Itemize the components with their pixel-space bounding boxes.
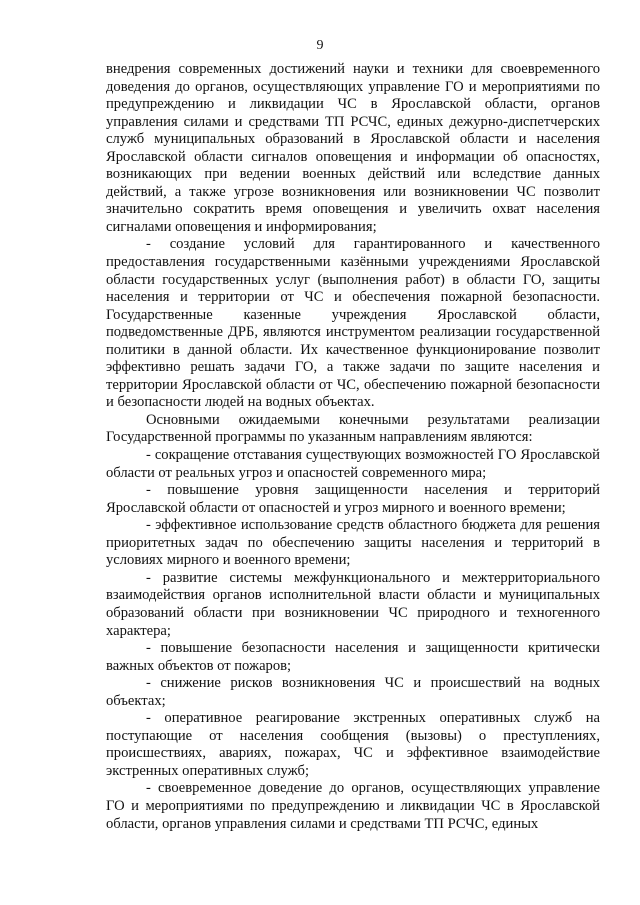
- paragraph-expected-results-intro: Основными ожидаемыми конечными результатами реализации Государственной программы по указанным направлениям являются:: [106, 411, 600, 446]
- list-item-fire-safety: - повышение безопасности населения и защищенности критически важных объектов от пожаров;: [106, 640, 600, 674]
- paragraph-alerting-continuation: внедрения современных достижений науки и техники для своевременного доведения до органов, осуществляющих управление ГО и мероприятиями по предупреждению и ликвидации ЧС в Ярославской области, органов управления силами и средствами ТП РСЧС, единых дежурно-диспетчерских служб муниципальных образований в Ярославской области и населения Ярославской области сигналов оповещения и информации об опасностях, возникающих при ведении военных действий или вследствие данных действий, а также угрозе возникновения или возникновении ЧС позволит значительно сократить время оповещения и увеличить охват населения сигналами оповещения и информирования;: [106, 61, 600, 235]
- list-item-interaction-system: - развитие системы межфункционального и межтерриториального взаимодействия органов исполнительной власти области и муниципальных образований области при возникновении ЧС природного и техногенного характера;: [106, 569, 600, 639]
- list-item-protection-level: - повышение уровня защищенности населения и территорий Ярославской области от опасностей и угроз мирного и военного времени;: [106, 482, 600, 516]
- document-body: [106, 61, 600, 833]
- list-item-timely-notification: - своевременное доведение до органов, осуществляющих управление ГО и мероприятиями по предупреждению и ликвидации ЧС в Ярославской области, органов управления силами и средствами ТП РСЧС, единых: [106, 780, 600, 832]
- list-item-water-safety: - снижение рисков возникновения ЧС и происшествий на водных объектах;: [106, 675, 600, 709]
- list-item-emergency-response: - оперативное реагирование экстренных оперативных служб на поступающие от населения сообщения (вызовы) о преступлениях, происшествиях, авариях, пожарах, ЧС и эффективное взаимодействие экстренных оперативных служб;: [106, 710, 600, 779]
- paragraph-state-institutions: - создание условий для гарантированного и качественного предоставления государственными казёнными учреждениями Ярославской области государственных услуг (выполнения работ) в области ГО, защиты населения и территории от ЧС и обеспечения пожарной безопасности. Государственные казенные учреждения Ярославской области, подведомственные ДРБ, являются инструментом реализации государственной политики в данной области. Их качественное функционирование позволит эффективно решать задачи ГО, а также задачи по защите населения и территории Ярославской области от ЧС, обеспечению пожарной безопасности и безопасности людей на водных объектах.: [106, 236, 600, 411]
- page-number: 9: [316, 38, 324, 53]
- list-item-civil-defense-gap: - сокращение отставания существующих возможностей ГО Ярославской области от реальных угроз и опасностей современного мира;: [106, 447, 600, 481]
- list-item-budget-use: - эффективное использование средств областного бюджета для решения приоритетных задач по обеспечению защиты населения и территорий в условиях мирного и военного времени;: [106, 517, 600, 569]
